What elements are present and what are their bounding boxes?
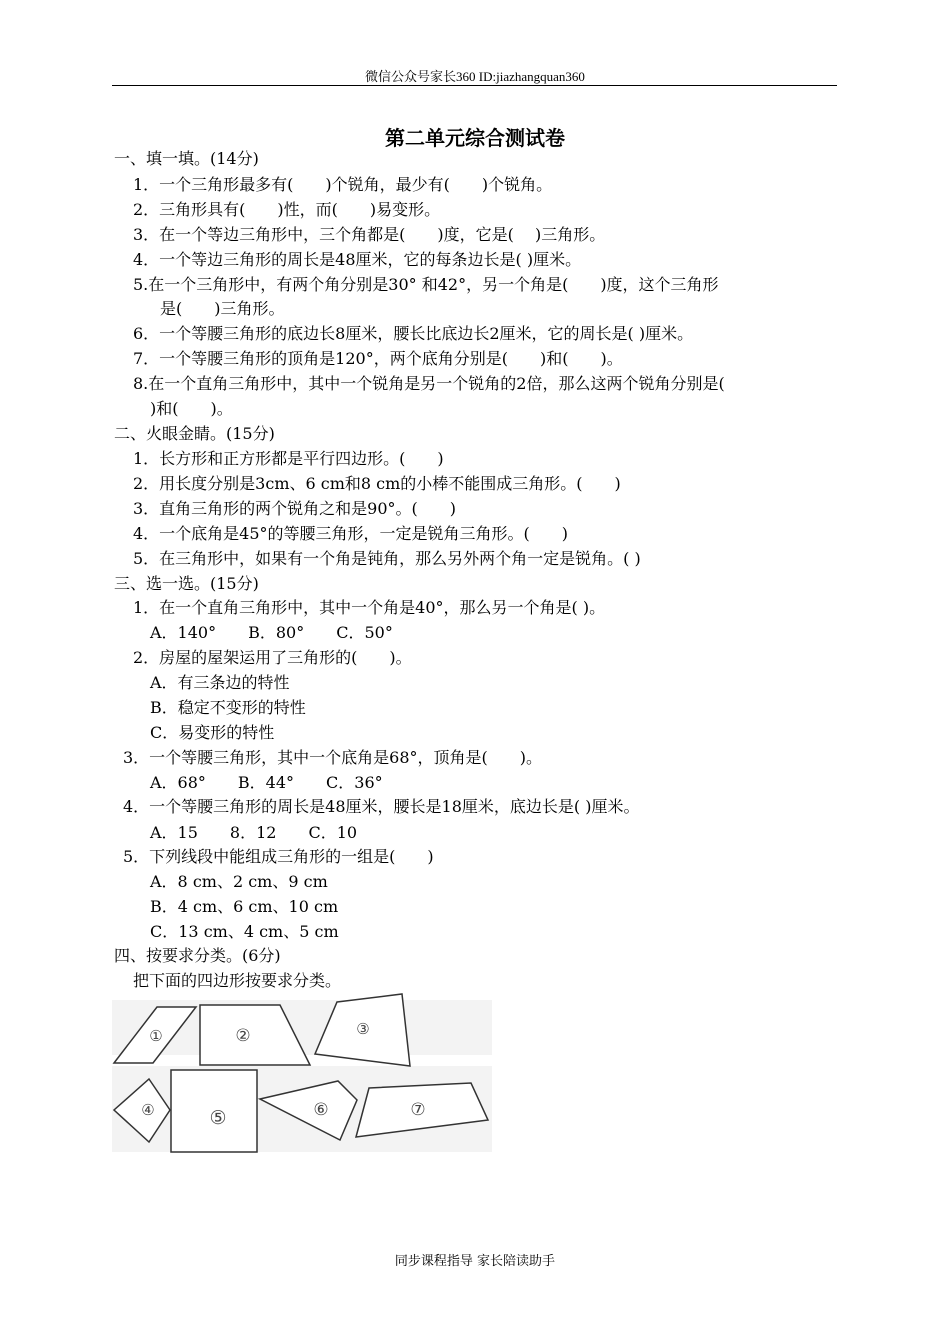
question-line: 8.在一个直角三角形中，其中一个锐角是另一个锐角的2倍，那么这两个锐角分别是(: [133, 374, 725, 393]
option-line: A．68° B．44° C．36°: [150, 773, 383, 792]
question-line: 6．一个等腰三角形的底边长8厘米，腰长比底边长2厘米，它的周长是( )厘米。: [133, 324, 694, 343]
question-line: 5.在一个三角形中，有两个角分别是30° 和42°，另一个角是( )度，这个三角形: [133, 275, 719, 294]
question-line: 2．房屋的屋架运用了三角形的( )。: [133, 648, 412, 667]
section-4-heading: 四、按要求分类。(6分): [114, 946, 281, 965]
shape-label: ②: [235, 1026, 251, 1046]
question-line: 把下面的四边形按要求分类。: [133, 971, 342, 990]
header-rule: [112, 85, 837, 86]
question-line: 1．一个三角形最多有( )个锐角，最少有( )个锐角。: [133, 175, 553, 194]
question-line: 1．在一个直角三角形中，其中一个角是40°，那么另一个角是( )。: [133, 598, 606, 617]
question-line: 3．一个等腰三角形，其中一个底角是68°，顶角是( )。: [123, 748, 543, 767]
question-line: 5．在三角形中，如果有一个角是钝角，那么另外两个角一定是锐角。( ): [133, 549, 641, 568]
shape-label: ⑦: [410, 1100, 426, 1120]
question-line: 是( )三角形。: [160, 299, 285, 318]
question-line: 2．三角形具有( )性，而( )易变形。: [133, 200, 441, 219]
shape-label: ⑤: [209, 1107, 227, 1129]
question-line: )和( )。: [150, 399, 233, 418]
question-line: 5．下列线段中能组成三角形的一组是( ): [123, 847, 434, 866]
page-title: 第二单元综合测试卷: [385, 126, 565, 150]
option-line: B．稳定不变形的特性: [150, 698, 306, 717]
question-line: 4．一个等腰三角形的周长是48厘米，腰长是18厘米，底边长是( )厘米。: [123, 797, 640, 816]
option-line: B．4 cm、6 cm、10 cm: [150, 897, 339, 916]
option-line: C．13 cm、4 cm、5 cm: [150, 922, 339, 941]
question-line: 3．直角三角形的两个锐角之和是90°。( ): [133, 499, 457, 518]
section-1-heading: 一、填一填。(14分): [114, 149, 259, 168]
option-line: A．15 8．12 C．10: [150, 823, 358, 842]
question-line: 4．一个底角是45°的等腰三角形，一定是锐角三角形。( ): [133, 524, 569, 543]
shape-label: ①: [149, 1027, 163, 1045]
quadrilaterals-figure: [112, 990, 492, 1155]
section-2-heading: 二、火眼金睛。(15分): [114, 424, 275, 443]
option-line: A．8 cm、2 cm、9 cm: [150, 872, 328, 891]
question-line: 1．长方形和正方形都是平行四边形。( ): [133, 449, 444, 468]
section-3-heading: 三、选一选。(15分): [114, 574, 259, 593]
shape-label: ⑥: [313, 1100, 329, 1120]
shape-label: ③: [356, 1020, 370, 1038]
question-line: 2．用长度分别是3cm、6 cm和8 cm的小棒不能围成三角形。( ): [133, 474, 621, 493]
question-line: 3．在一个等边三角形中，三个角都是( )度，它是( )三角形。: [133, 225, 606, 244]
page-header: 微信公众号家长360 ID:jiazhangquan360: [365, 69, 585, 84]
page-footer: 同步课程指导 家长陪读助手: [394, 1254, 556, 1269]
question-line: 4．一个等边三角形的周长是48厘米，它的每条边长是( )厘米。: [133, 250, 582, 269]
option-line: A．有三条边的特性: [150, 673, 290, 692]
shape-label: ④: [141, 1101, 155, 1119]
option-line: A．140° B．80° C．50°: [150, 623, 393, 642]
option-line: C．易变形的特性: [150, 723, 275, 742]
question-line: 7．一个等腰三角形的顶角是120°，两个底角分别是( )和( )。: [133, 349, 623, 368]
